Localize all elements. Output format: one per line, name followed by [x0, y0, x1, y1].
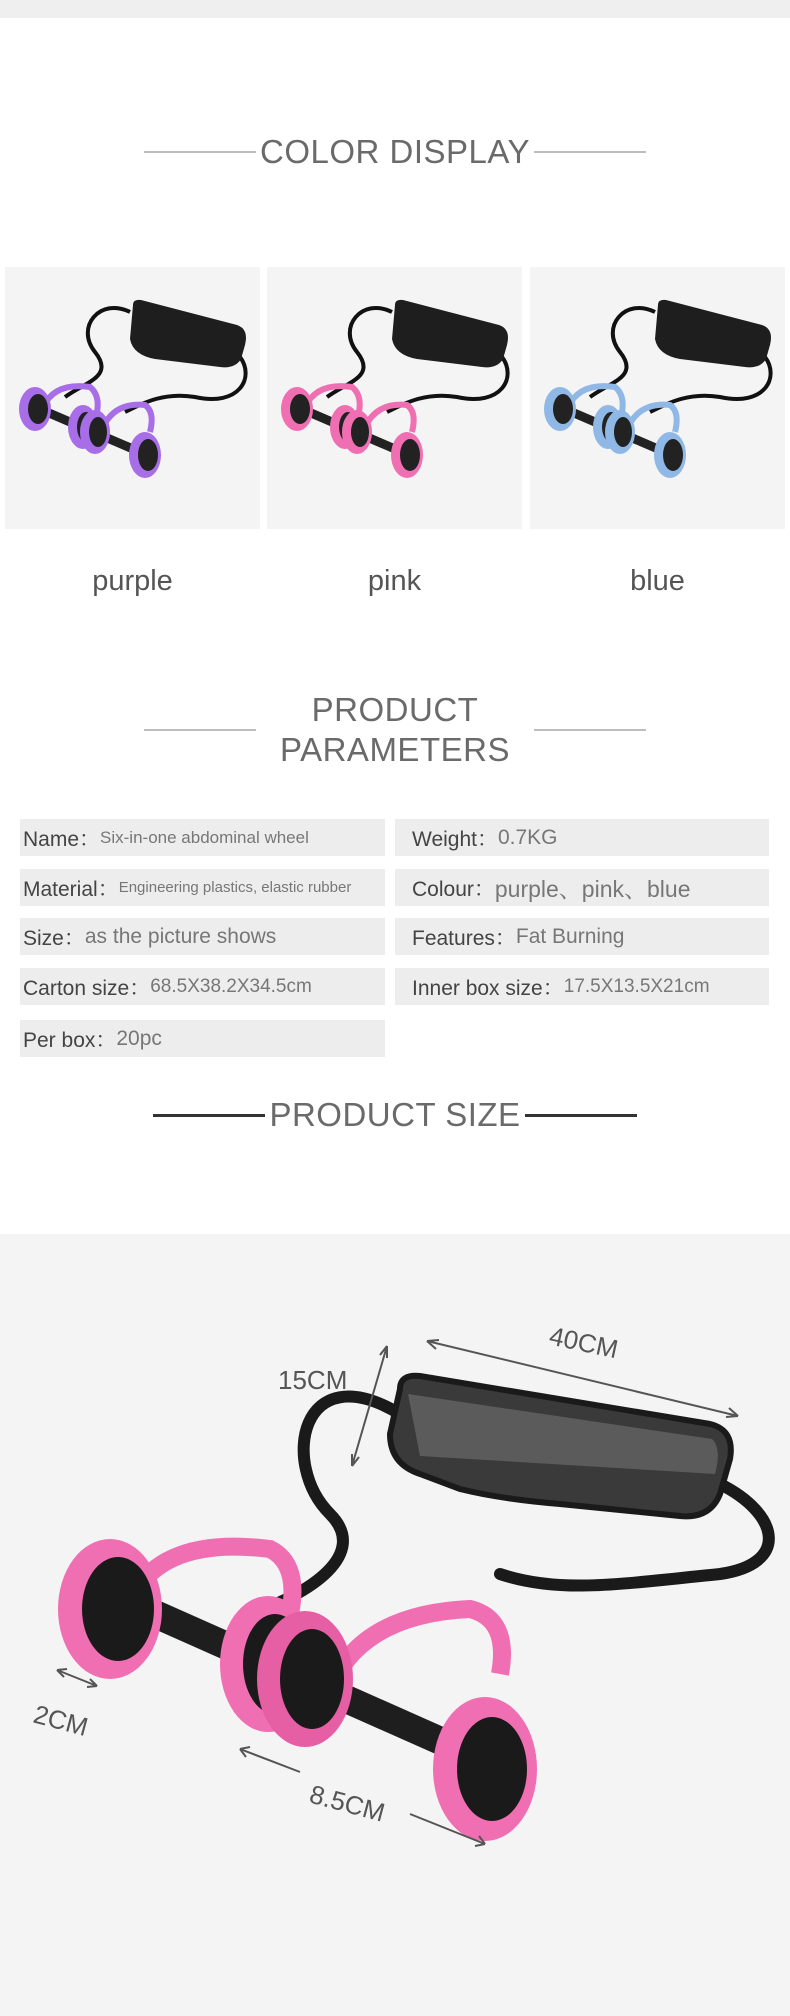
product-size-heading: [0, 1095, 790, 1135]
param-inner-box-size: [395, 968, 769, 1005]
param-per-box: [20, 1020, 385, 1057]
heading-line-right: [534, 729, 646, 731]
param-value: as the picture shows: [84, 924, 277, 948]
heading-text: PRODUCT SIZE: [269, 1096, 521, 1133]
param-key: Size：: [23, 926, 85, 950]
param-weight: [395, 819, 769, 856]
param-key: Carton size：: [23, 976, 151, 1000]
param-key: Material：: [23, 877, 119, 901]
top-bar: [0, 0, 790, 18]
param-material: [20, 869, 385, 906]
param-value: purple、pink、blue: [494, 876, 691, 902]
wheel-middle-b: [257, 1611, 353, 1747]
param-key: Name：: [23, 827, 101, 851]
heading-line-left: [144, 151, 256, 153]
color-swatch-pink[interactable]: [267, 267, 522, 529]
color-label-blue: blue: [630, 565, 685, 597]
param-value: 17.5X13.5X21cm: [563, 975, 710, 997]
wheel-left: [58, 1539, 162, 1679]
roller-product-icon: [530, 267, 785, 529]
roller-product-icon: [267, 267, 522, 529]
product-dimension-illustration: [0, 1234, 790, 2016]
product-parameters-heading: [0, 690, 790, 770]
param-name: [20, 819, 385, 856]
heading-line-left: [144, 729, 256, 731]
param-value: Fat Burning: [515, 924, 625, 948]
param-key: Features：: [412, 926, 516, 950]
color-label-purple: purple: [92, 565, 173, 597]
param-features: [395, 918, 769, 955]
wheel-right: [433, 1697, 537, 1841]
param-carton-size: [20, 968, 385, 1005]
param-value: 68.5X38.2X34.5cm: [150, 975, 312, 997]
roller-product-icon: [5, 267, 260, 529]
dimension-wheel-width: 2CM: [30, 1698, 92, 1743]
heading-line-left: [153, 1114, 265, 1117]
param-size: [20, 918, 385, 955]
heading-line-right: [525, 1114, 637, 1117]
color-swatch-purple[interactable]: [5, 267, 260, 529]
param-colour: [395, 869, 769, 906]
param-value: Six-in-one abdominal wheel: [100, 827, 309, 847]
heading-line-right: [534, 151, 646, 153]
param-key: Inner box size：: [412, 976, 564, 1000]
dimension-wheel-span: 8.5CM: [306, 1778, 389, 1828]
param-key: Per box：: [23, 1028, 117, 1052]
product-size-image: [0, 1234, 790, 2016]
param-key: Weight：: [412, 827, 498, 851]
heading-text: PRODUCT PARAMETERS: [280, 691, 510, 768]
param-value: 0.7KG: [497, 825, 558, 849]
param-value: 20pc: [116, 1026, 162, 1050]
color-label-pink: pink: [367, 565, 422, 597]
dimension-length: 40CM: [546, 1320, 621, 1365]
color-swatch-blue[interactable]: [530, 267, 785, 529]
param-value: Engineering plastics, elastic rubber: [118, 879, 352, 896]
color-display-heading: [0, 132, 790, 172]
heading-text: COLOR DISPLAY: [260, 133, 530, 170]
dimension-height: 15CM: [278, 1365, 348, 1395]
param-key: Colour：: [412, 877, 495, 901]
